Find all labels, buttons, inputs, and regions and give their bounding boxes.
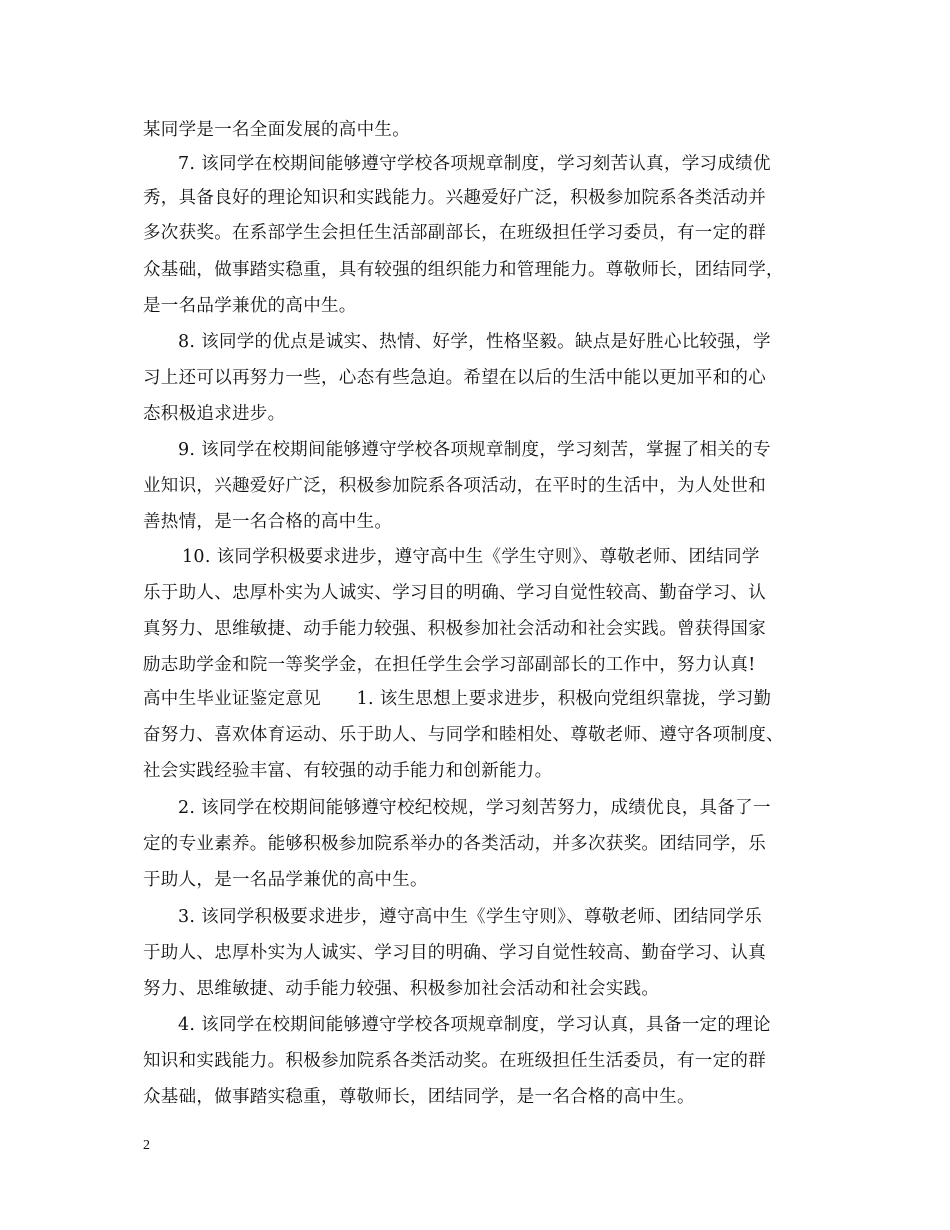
text-line: 励志助学金和院一等奖学金，在担任学生会学习部副部长的工作中，努力认真!	[143, 655, 756, 675]
text-line: 善热情，是一名合格的高中生。	[143, 512, 393, 532]
paragraph-9-line: 9. 该同学在校期间能够遵守学校各项规章制度，学习刻苦，掌握了相关的专	[178, 440, 771, 460]
paragraph-4-line: 4. 该同学在校期间能够遵守学校各项规章制度，学习认真，具备一定的理论	[178, 1015, 771, 1035]
text-line: 于助人、忠厚朴实为人诚实、学习目的明确、学习自觉性较高、勤奋学习、认真	[143, 943, 766, 963]
paragraph-3-line: 3. 该同学积极要求进步，遵守高中生《学生守则》、尊敬老师、团结同学乐	[178, 907, 763, 927]
page-number: 2	[143, 1138, 150, 1153]
text-line: 奋努力、喜欢体育运动、乐于助人、与同学和睦相处、尊敬老师、遵守各项制度、	[143, 725, 784, 745]
paragraph-8-line: 8. 该同学的优点是诚实、热情、好学，性格坚毅。缺点是好胜心比较强，学	[178, 332, 771, 352]
paragraph-10-line: 10. 该同学积极要求进步，遵守高中生《学生守则》、尊敬老师、团结同学	[182, 547, 760, 567]
paragraph-2-line: 2. 该同学在校期间能够遵守校纪校规，学习刻苦努力，成绩优良，具备了一	[178, 798, 771, 818]
text-line: 态积极追求进步。	[143, 404, 286, 424]
text-line: 多次获奖。在系部学生会担任生活部副部长，在班级担任学习委员，有一定的群	[143, 223, 766, 243]
text-line: 真努力、思维敏捷、动手能力较强、积极参加社会活动和社会实践。曾获得国家	[143, 619, 766, 639]
text-line: 习上还可以再努力一些，心态有些急迫。希望在以后的生活中能以更加平和的心	[143, 368, 766, 388]
text-line: 是一名品学兼优的高中生。	[143, 296, 357, 316]
text-line: 众基础，做事踏实稳重，尊敬师长，团结同学，是一名合格的高中生。	[143, 1087, 695, 1107]
text-line: 努力、思维敏捷、动手能力较强、积极参加社会活动和社会实践。	[143, 979, 660, 999]
text-line: 社会实践经验丰富、有较强的动手能力和创新能力。	[143, 761, 553, 781]
text-line: 乐于助人、忠厚朴实为人诚实、学习目的明确、学习自觉性较高、勤奋学习、认	[143, 583, 766, 603]
text-line: 业知识，兴趣爱好广泛，积极参加院系各项活动，在平时的生活中，为人处世和	[143, 476, 766, 496]
text-line: 众基础，做事踏实稳重，具有较强的组织能力和管理能力。尊敬师长，团结同学，	[143, 260, 784, 280]
section-heading-line: 高中生毕业证鉴定意见 1. 该生思想上要求进步，积极向党组织靠拢，学习勤	[143, 689, 772, 709]
text-line: 于助人，是一名品学兼优的高中生。	[143, 870, 428, 890]
text-line: 秀，具备良好的理论知识和实践能力。兴趣爱好广泛，积极参加院系各类活动并	[143, 188, 766, 208]
text-line: 某同学是一名全面发展的高中生。	[143, 120, 410, 140]
text-line: 知识和实践能力。积极参加院系各类活动奖。在班级担任生活委员，有一定的群	[143, 1051, 766, 1071]
paragraph-7-line: 7. 该同学在校期间能够遵守学校各项规章制度，学习刻苦认真，学习成绩优	[178, 154, 771, 174]
text-line: 定的专业素养。能够积极参加院系举办的各类活动，并多次获奖。团结同学，乐	[143, 834, 766, 854]
